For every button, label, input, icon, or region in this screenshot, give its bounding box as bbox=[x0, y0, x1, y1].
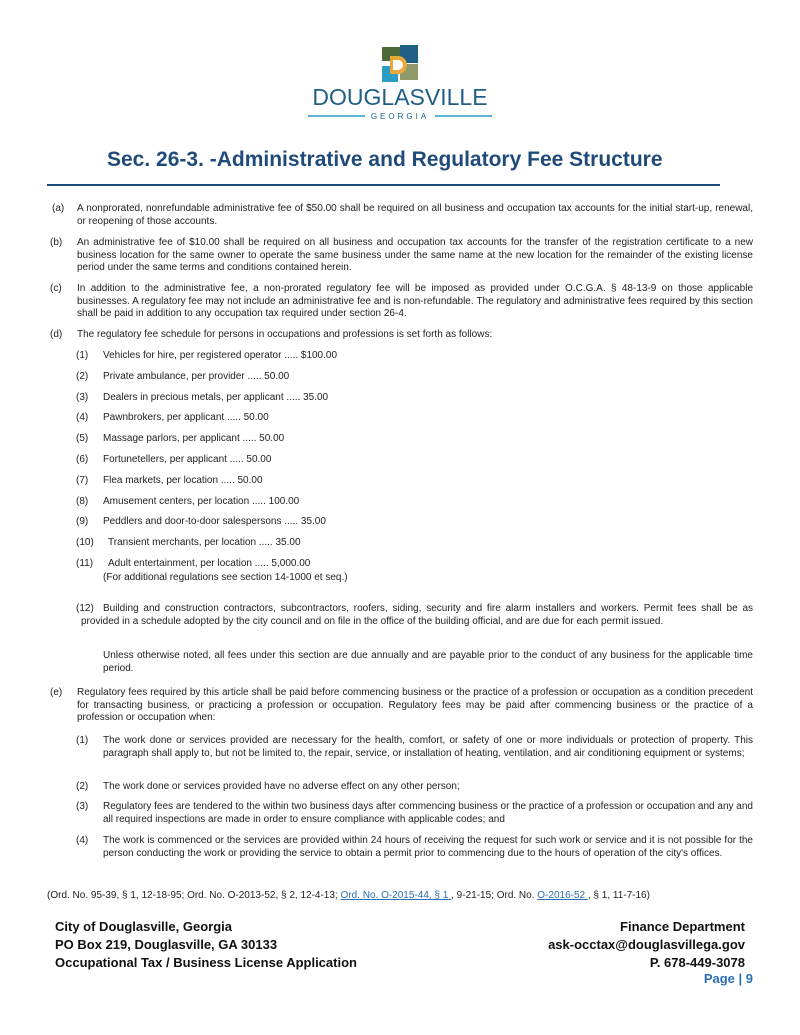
footer-phone: P. 678-449-3078 bbox=[649, 955, 745, 970]
section-text: An administrative fee of $10.00 shall be required on all business and occupation tax accounts for the transfer of the registration certificate to a new business location for the same owner to operate the same business under the same name at the new location for the remainder of the existing license period under the same terms and conditions contained herein. bbox=[77, 237, 753, 273]
fee-label: (8) bbox=[76, 495, 89, 507]
svg-text:DOUGLASVILLE: DOUGLASVILLE bbox=[312, 84, 488, 110]
fee-label: (2) bbox=[76, 370, 89, 382]
fee-item: Adult entertainment, per location ..... 5,000.00 bbox=[108, 558, 311, 569]
douglasville-logo bbox=[300, 42, 500, 127]
fee-item: Private ambulance, per provider ..... 50.00 bbox=[103, 370, 290, 382]
fee-label: (3) bbox=[76, 391, 89, 403]
footer-email: ask-occtax@douglasvillega.gov bbox=[548, 937, 745, 952]
fee-item: Amusement centers, per location ..... 100.00 bbox=[103, 495, 300, 507]
ordinance-link-2015-44[interactable]: Ord. No. O-2015-44, § 1 bbox=[340, 890, 452, 901]
fee-label: (10) bbox=[76, 537, 94, 549]
section-label: (a) bbox=[52, 203, 65, 214]
section-title: Sec. 26-3. -Administrative and Regulatory Fee Structure bbox=[107, 148, 663, 171]
section-label: (b) bbox=[50, 237, 63, 248]
fee-label: (11) bbox=[76, 558, 94, 569]
ordinance-text: (Ord. No. 95-39, § 1, 12-18-95; Ord. No. O-2013-52, § 2, 12-4-13; bbox=[47, 890, 341, 901]
section-text: Regulatory fees required by this article shall be paid before commencing business or the practice of a profession or occupation as a condition precedent for transacting business, or practicing a profession or occupation. Regulatory fees may be paid after commencing business or the practice of a profession or occupation when: bbox=[77, 687, 753, 723]
fee-label: (1) bbox=[76, 350, 89, 361]
fee-label: (4) bbox=[76, 412, 89, 424]
ordinance-text: , 9-21-15; Ord. No. bbox=[451, 890, 538, 901]
item-text: The work done or services provided are necessary for the health, comfort, or safety of one or more individuals or protection of property. This paragraph shall apply to, but not be limited to, the repair, service, or installation of heating, ventilation, and air conditioning equipment or systems; bbox=[103, 735, 753, 759]
ordinance-link-2016-52[interactable]: O-2016-52 bbox=[537, 890, 588, 901]
unless-note: Unless otherwise noted, all fees under this section are due annually and are payable prior to the conduct of any business for the applicable time period. bbox=[103, 650, 753, 674]
item-label: (2) bbox=[76, 781, 89, 792]
fee-item: Vehicles for hire, per registered operator ..... $100.00 bbox=[103, 350, 338, 361]
section-label: (e) bbox=[50, 687, 63, 698]
section-label: (c) bbox=[50, 283, 62, 294]
item-text: The work done or services provided have no adverse effect on any other person; bbox=[103, 781, 460, 792]
item-text: Regulatory fees are tendered to the within two business days after commencing business or the practice of a profession or occupation and any and all required inspections are made in order to ensure compliance with applicable codes; and bbox=[103, 801, 753, 825]
svg-text:GEORGIA: GEORGIA bbox=[370, 112, 430, 121]
title-rule bbox=[47, 184, 720, 186]
item-text: The work is commenced or the services are provided within 24 hours of receiving the request for such work or service and it is not possible for the person conducting the work or providing the service to obtain a permit prior to commencing due to the hours of operation of the city's offices. bbox=[103, 835, 753, 859]
footer-left bbox=[55, 918, 357, 972]
fee-item: Massage parlors, per applicant ..... 50.00 bbox=[103, 433, 285, 445]
item-text: Building and construction contractors, subcontractors, roofers, siding, security and fire alarm installers and workers. Permit fees shall be as provided in a schedule adopted by the city council and on file in the office of the building official, and are due for each permit issued. bbox=[81, 603, 753, 627]
item-label: (4) bbox=[76, 835, 89, 846]
fee-item: Pawnbrokers, per applicant ..... 50.00 bbox=[103, 412, 269, 424]
footer-city: City of Douglasville, Georgia bbox=[55, 919, 232, 934]
footer-department: Finance Department bbox=[620, 919, 745, 934]
fee-label: (6) bbox=[76, 454, 89, 465]
fee-item: Transient merchants, per location ..... 35.00 bbox=[108, 537, 301, 549]
item-label: (3) bbox=[76, 801, 89, 812]
footer-form-name: Occupational Tax / Business License Application bbox=[55, 955, 357, 970]
fee-item: Dealers in precious metals, per applicant ..... 35.00 bbox=[103, 391, 329, 403]
fee-label: (9) bbox=[76, 516, 89, 528]
item-label: (12) bbox=[76, 603, 94, 614]
section-text: A nonprorated, nonrefundable administrative fee of $50.00 shall be required on all business and occupation tax accounts for the initial start-up, renewal, or reopening of those accounts. bbox=[77, 203, 753, 227]
page-number: Page | 9 bbox=[703, 971, 753, 986]
fee-label: (7) bbox=[76, 474, 89, 486]
section-text: In addition to the administrative fee, a non-prorated regulatory fee will be imposed as provided under O.C.G.A. § 48-13-9 on those applicable businesses. A regulatory fee may not include an administrative fee and is non-refundable. The regulatory and administrative fees required by this section shall be paid in addition to any occupation tax required under section 26-4. bbox=[77, 283, 753, 319]
fee-label: (5) bbox=[76, 433, 89, 445]
section-text: The regulatory fee schedule for persons in occupations and professions is set forth as follows: bbox=[77, 329, 493, 340]
section-label: (d) bbox=[50, 329, 63, 340]
fee-note: (For additional regulations see section 14-1000 et seq.) bbox=[103, 572, 348, 583]
fee-item: Peddlers and door-to-door salespersons ..... 35.00 bbox=[103, 516, 326, 528]
ordinance-history bbox=[47, 890, 767, 903]
footer-address: PO Box 219, Douglasville, GA 30133 bbox=[55, 937, 278, 952]
fee-item: Fortunetellers, per applicant ..... 50.00 bbox=[103, 454, 272, 465]
footer-right bbox=[548, 918, 745, 972]
item-label: (1) bbox=[76, 735, 89, 746]
fee-item: Flea markets, per location ..... 50.00 bbox=[103, 474, 263, 486]
ordinance-text: , § 1, 11-7-16) bbox=[587, 890, 650, 901]
